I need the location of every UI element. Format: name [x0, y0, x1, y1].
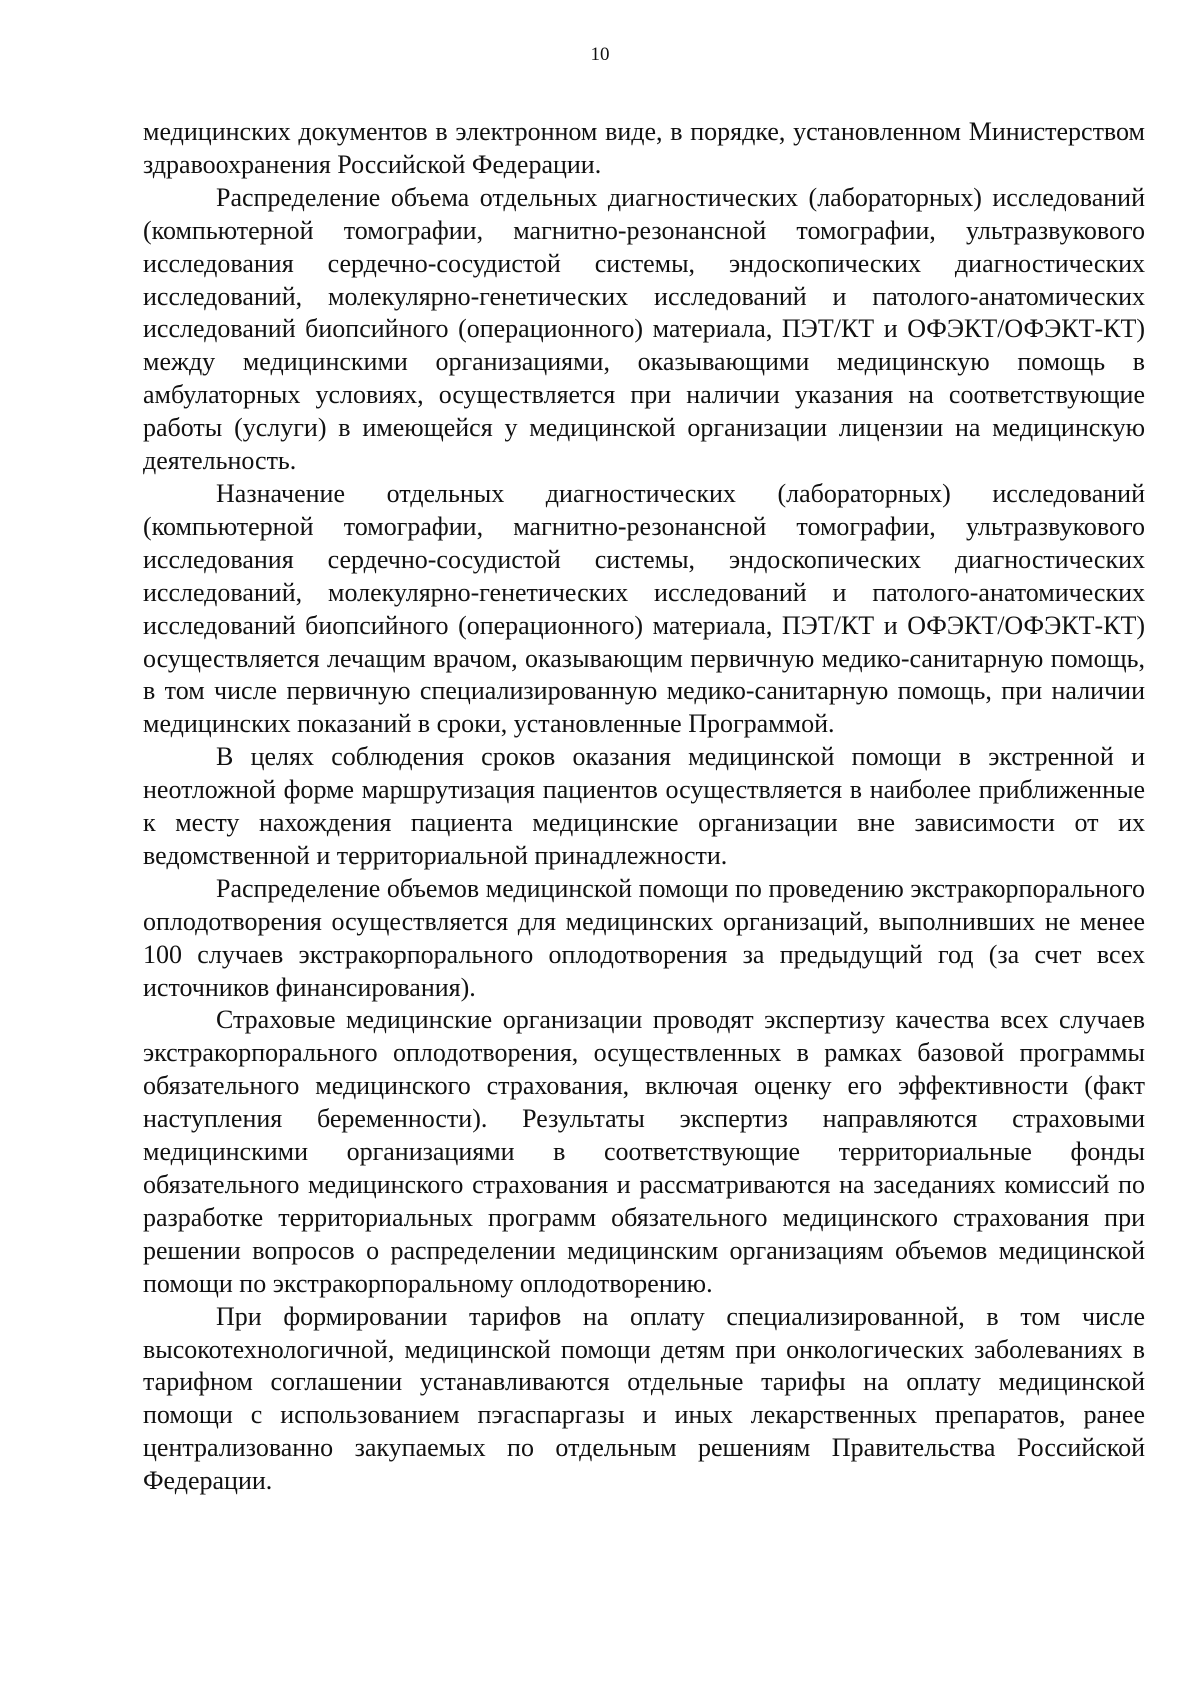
paragraph-continuation: медицинских документов в электронном виде, в порядке, установленном Министерством здравоохранения Российской Федерации. — [143, 117, 1145, 179]
paragraph-ivf-quality-review: Страховые медицинские организации проводят экспертизу качества всех случаев экстракорпорального оплодотворения, осуществленных в рамках базовой программы обязательного медицинского страхования, включая оценку его эффективности (факт наступления беременности). Результаты экспертиз направляются страховыми медицинскими организациями в соответствующие территориальные фонды обязательного медицинского страхования и рассматриваются на заседаниях комиссий по разработке территориальных программ обязательного медицинского страхования при решении вопросов о распределении медицинским организациям объемов медицинской помощи по экстракорпоральному оплодотворению. — [143, 1005, 1145, 1298]
paragraph-oncology-tariffs: При формировании тарифов на оплату специализированной, в том числе высокотехнологичной, медицинской помощи детям при онкологических заболеваниях в тарифном соглашении устанавливаются отдельные тарифы на оплату медицинской помощи с использованием пэгаспаргазы и иных лекарственных препаратов, ранее централизованно закупаемых по отдельным решениям Правительства Российской Федерации. — [143, 1301, 1145, 1496]
paragraph-diagnostic-distribution: Распределение объема отдельных диагностических (лабораторных) исследований (компьютерной томографии, магнитно-резонансной томографии, ультразвукового исследования сердечно-сосудистой системы, эндоскопических диагностических исследований, молекулярно-генетических исследований и патолого-анатомических исследований биопсийного (операционного) материала, ПЭТ/КТ и ОФЭКТ/ОФЭКТ-КТ) между медицинскими организациями, оказывающими медицинскую помощь в амбулаторных условиях, осуществляется при наличии указания на соответствующие работы (услуги) в имеющейся у медицинской организации лицензии на медицинскую деятельность. — [143, 182, 1145, 476]
page-number: 10 — [590, 44, 610, 65]
document-body — [143, 116, 1145, 1498]
paragraph-diagnostic-prescription: Назначение отдельных диагностических (лабораторных) исследований (компьютерной томографии, магнитно-резонансной томографии, ультразвукового исследования сердечно-сосудистой системы, эндоскопических диагностических исследований, молекулярно-генетических исследований и патолого-анатомических исследований биопсийного (операционного) материала, ПЭТ/КТ и ОФЭКТ/ОФЭКТ-КТ) осуществляется лечащим врачом, оказывающим первичную медико-санитарную помощь, в том числе первичную специализированную медико-санитарную помощь, при наличии медицинских показаний в сроки, установленные Программой. — [143, 478, 1145, 739]
paragraph-ivf-distribution: Распределение объемов медицинской помощи по проведению экстракорпорального оплодотворения осуществляется для медицинских организаций, выполнивших не менее 100 случаев экстракорпорального оплодотворения за предыдущий год (за счет всех источников финансирования). — [143, 873, 1145, 1002]
paragraph-emergency-routing: В целях соблюдения сроков оказания медицинской помощи в экстренной и неотложной форме маршрутизация пациентов осуществляется в наиболее приближенные к месту нахождения пациента медицинские организации вне зависимости от их ведомственной и территориальной принадлежности. — [143, 742, 1145, 870]
